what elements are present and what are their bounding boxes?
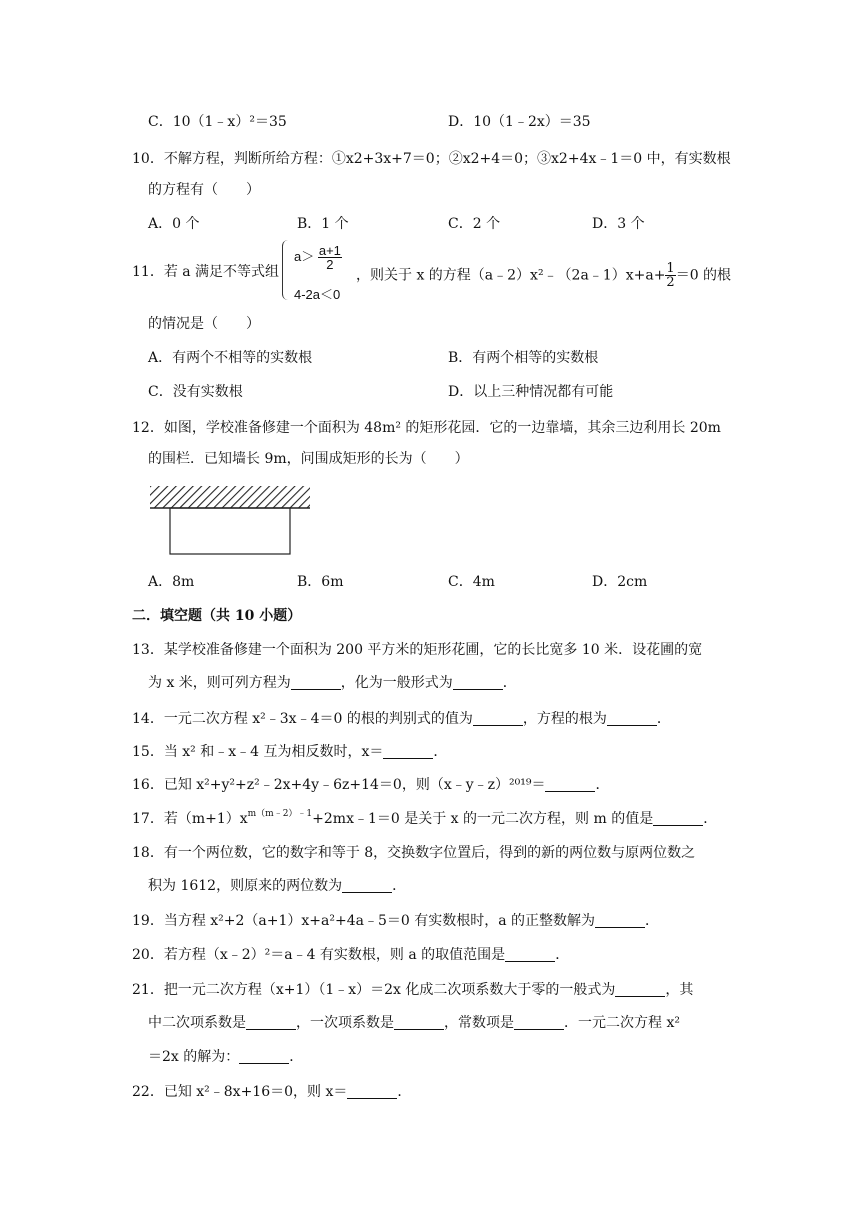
q16-blank[interactable] [545, 777, 595, 792]
ineq1-denominator: 2 [326, 257, 334, 272]
q18-text-b: ． [392, 878, 407, 894]
q15-line [132, 742, 447, 762]
q9-option-d: D．10（1﹣2x）＝35 [448, 114, 591, 130]
brace-icon [282, 240, 291, 300]
ineq1-left: a＞ [294, 248, 315, 264]
q12-stem-line2: 的围栏．已知墙长 9m，问围成矩形的长为（ ） [148, 451, 469, 467]
q17-blank[interactable] [653, 811, 703, 826]
q16-text-b: ． [595, 777, 610, 793]
q15-text-b: ． [433, 744, 448, 760]
q22-text-b: ． [397, 1084, 412, 1100]
q10-stem-line1: 10．不解方程，判断所给方程：①x2+3x+7＝0；②x2+4＝0；③x2+4x﹣1＝0 中，有实数根 [132, 151, 731, 167]
q17-line [132, 809, 717, 829]
q20-text-a: 20．若方程（x﹣2）²＝a﹣4 有实数根，则 a 的取值范围是 [132, 947, 506, 963]
q14-text-c: ． [656, 711, 671, 727]
q21-text-2c: ，常数项是 [444, 1015, 514, 1031]
q19-text-b: ． [645, 913, 660, 929]
ineq1-fraction [318, 244, 342, 271]
q21-blank-3[interactable] [394, 1015, 444, 1030]
q10-stem-line2: 的方程有（ ） [148, 182, 260, 198]
ineq1-numerator: a+1 [318, 243, 341, 258]
q11-option-c: C．没有实数根 [148, 384, 243, 400]
q12-option-d: D．2cm [592, 574, 648, 590]
q18-text-a: 积为 1612，则原来的两位数为 [148, 878, 343, 894]
q12-option-b: B．6m [297, 574, 344, 590]
q18-stem-line2 [148, 876, 406, 896]
q14-blank-1[interactable] [473, 711, 523, 726]
q22-line [132, 1082, 411, 1102]
q21-text-2d: ．一元二次方程 x² [564, 1015, 680, 1031]
q11-half-den: 2 [666, 275, 675, 290]
q21-blank-5[interactable] [239, 1049, 289, 1064]
q11-stem-line2: 的情况是（ ） [148, 316, 260, 332]
q20-line [132, 945, 569, 965]
q17-text-b: +2mx﹣1＝0 是关于 x 的一元二次方程，则 m 的值是 [312, 811, 654, 827]
q21-text-3a: ＝2x 的解为： [148, 1049, 240, 1065]
q13-text-c: ． [502, 675, 517, 691]
q11-stem-prefix: 11．若 a 满足不等式组 [132, 264, 280, 280]
q12-stem-line1: 12．如图，学校准备修建一个面积为 48m² 的矩形花园．它的一边靠墙，其余三边利用长 20m [132, 420, 721, 436]
q11-option-b: B．有两个相等的实数根 [448, 350, 599, 366]
q11-stem-suffix: ＝0 的根 [675, 267, 732, 284]
q20-blank[interactable] [505, 947, 555, 962]
q11-stem-mid-text: ，则关于 x 的方程（a﹣2）x²﹣（2a﹣1）x+a+ [356, 267, 666, 284]
garden-rectangle [170, 508, 290, 554]
q21-line3 [148, 1047, 303, 1067]
q17-exponent: m（m﹣2）﹣1 [247, 809, 313, 819]
q16-text-a: 16．已知 x²+y²+z²﹣2x+4y﹣6z+14＝0，则（x﹣y﹣z）²⁰¹⁹＝ [132, 777, 546, 793]
q11-option-a: A．有两个不相等的实数根 [148, 350, 313, 366]
q22-blank[interactable] [347, 1084, 397, 1099]
q21-blank-4[interactable] [514, 1015, 564, 1030]
q13-blank-2[interactable] [453, 675, 503, 690]
q17-text-c: ． [703, 811, 718, 827]
q21-blank-1[interactable] [615, 982, 665, 997]
section-title-fill-blank: 二．填空题（共 10 小题） [132, 608, 302, 624]
q10-option-c: C．2 个 [448, 216, 501, 232]
q19-text-a: 19．当方程 x²+2（a+1）x+a²+4a﹣5＝0 有实数根时，a 的正整数解为 [132, 913, 596, 929]
q21-line2 [148, 1013, 680, 1033]
q21-text-3b: ． [289, 1049, 304, 1065]
q19-line [132, 911, 659, 931]
q13-stem-line2 [148, 673, 517, 693]
q21-line1 [132, 980, 693, 1000]
q12-option-a: A．8m [148, 574, 195, 590]
q21-text-2b: ，一次项系数是 [296, 1015, 394, 1031]
q16-line [132, 775, 609, 795]
inequality-system [282, 240, 358, 304]
ineq2: 4-2a＜0 [294, 287, 341, 302]
q11-stem-mid [356, 262, 731, 289]
q15-blank[interactable] [383, 744, 433, 759]
q14-line [132, 709, 671, 729]
q11-option-d: D．以上三种情况都有可能 [448, 384, 614, 400]
q21-text-2a: 中二次项系数是 [148, 1015, 246, 1031]
q9-option-c: C．10（1﹣x）²＝35 [148, 114, 287, 130]
q14-text-a: 14．一元二次方程 x²﹣3x﹣4＝0 的根的判别式的值为 [132, 711, 473, 727]
q15-text-a: 15．当 x² 和﹣x﹣4 互为相反数时，x＝ [132, 744, 384, 760]
q10-option-d: D．3 个 [592, 216, 645, 232]
wall-garden-figure [150, 486, 312, 558]
q13-blank-1[interactable] [291, 675, 341, 690]
q14-blank-2[interactable] [607, 711, 657, 726]
q13-text-b: ，化为一般形式为 [340, 675, 453, 691]
q21-blank-2[interactable] [246, 1015, 296, 1030]
q12-option-c: C．4m [448, 574, 495, 590]
q21-text-1a: 21．把一元二次方程（x+1）（1﹣x）＝2x 化成二次项系数大于零的一般式为 [132, 982, 616, 998]
q20-text-b: ． [555, 947, 570, 963]
q10-option-b: B．1 个 [297, 216, 349, 232]
wall-hatch [150, 486, 310, 508]
q11-half-num: 1 [666, 261, 675, 276]
q14-text-b: ，方程的根为 [522, 711, 607, 727]
q19-blank[interactable] [595, 913, 645, 928]
q13-text-a: 为 x 米，则可列方程为 [148, 675, 291, 691]
q22-text-a: 22．已知 x²﹣8x+16＝0，则 x＝ [132, 1084, 348, 1100]
q18-blank[interactable] [342, 878, 392, 893]
q18-stem-line1: 18．有一个两位数，它的数字和等于 8，交换数字位置后，得到的新的两位数与原两位数之 [132, 845, 696, 861]
q13-stem-line1: 13．某学校准备修建一个面积为 200 平方米的矩形花圃，它的长比宽多 10 米．设花圃的宽 [132, 642, 703, 658]
q10-option-a: A．0 个 [148, 216, 200, 232]
q17-text-a: 17．若（m+1）x [132, 811, 248, 827]
q21-text-1b: ，其 [665, 982, 694, 998]
q11-half-fraction [665, 262, 675, 289]
